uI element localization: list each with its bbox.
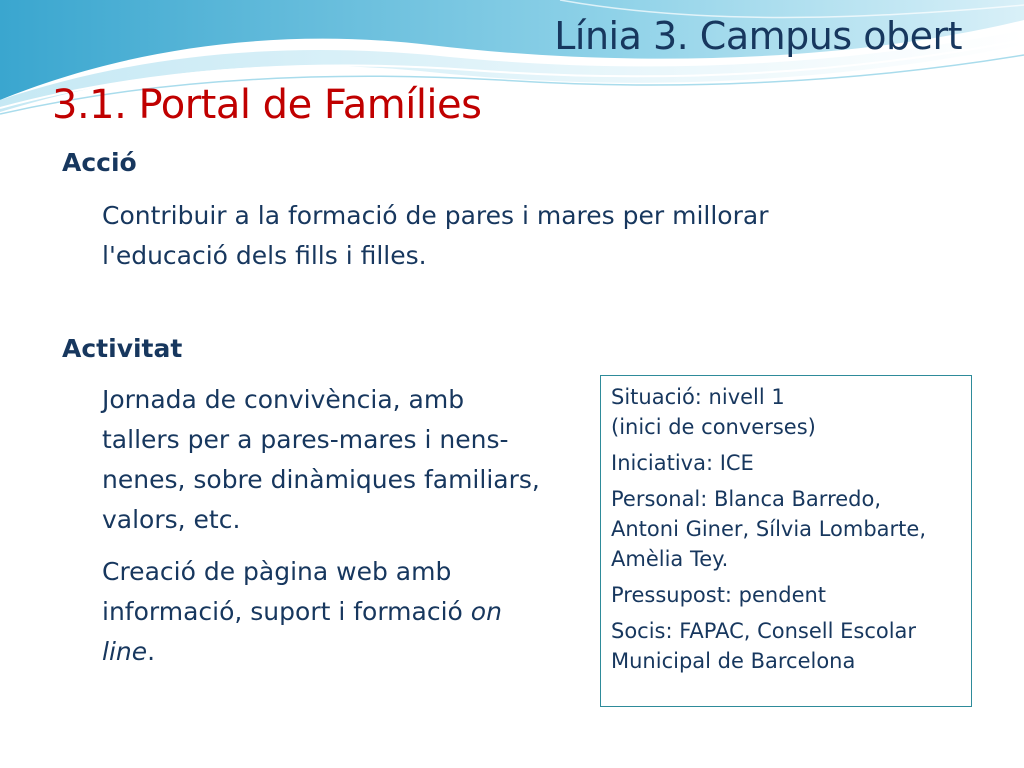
activitat-item-web (102, 552, 502, 672)
activitat-heading: Activitat (62, 334, 183, 363)
info-line-text: (inici de converses) (611, 415, 816, 439)
info-personal (611, 484, 961, 574)
accio-text-line: l'educació dels fills i filles. (102, 241, 427, 270)
info-iniciativa: Iniciativa: ICE (611, 451, 754, 475)
activitat-item-line: Creació de pàgina web amb (102, 557, 452, 586)
activitat-item-text: informació, suport i formació (102, 597, 471, 626)
info-line-text: Municipal de Barcelona (611, 649, 856, 673)
section-title: 3.1. Portal de Famílies (52, 82, 482, 128)
activitat-item-line: Jornada de convivència, amb (102, 385, 465, 414)
activitat-item-text: . (147, 637, 156, 666)
info-situacio (611, 382, 961, 442)
info-line-text: Antoni Giner, Sílvia Lombarte, (611, 517, 926, 541)
info-pressupost: Pressupost: pendent (611, 583, 827, 607)
activitat-item-line: valors, etc. (102, 505, 241, 534)
info-line-text: Personal: Blanca Barredo, (611, 487, 882, 511)
activitat-item-jornada (102, 380, 540, 540)
accio-text (102, 196, 768, 276)
info-line-text: Socis: FAPAC, Consell Escolar (611, 619, 917, 643)
info-line-text: Amèlia Tey. (611, 547, 729, 571)
header-title: Línia 3. Campus obert (554, 14, 962, 58)
accio-heading: Acció (62, 148, 137, 177)
activitat-item-line: tallers per a pares-mares i nens- (102, 425, 509, 454)
activitat-item-line (102, 592, 502, 632)
activitat-item-italic: line (102, 637, 148, 666)
info-socis (611, 616, 961, 676)
activitat-item-line (102, 632, 502, 672)
info-line-text: Situació: nivell 1 (611, 385, 785, 409)
accio-text-line: Contribuir a la formació de pares i mares per millorar (102, 201, 769, 230)
activitat-item-line: nenes, sobre dinàmiques familiars, (102, 465, 540, 494)
activitat-item-italic: on (470, 597, 502, 626)
info-box (600, 375, 972, 707)
